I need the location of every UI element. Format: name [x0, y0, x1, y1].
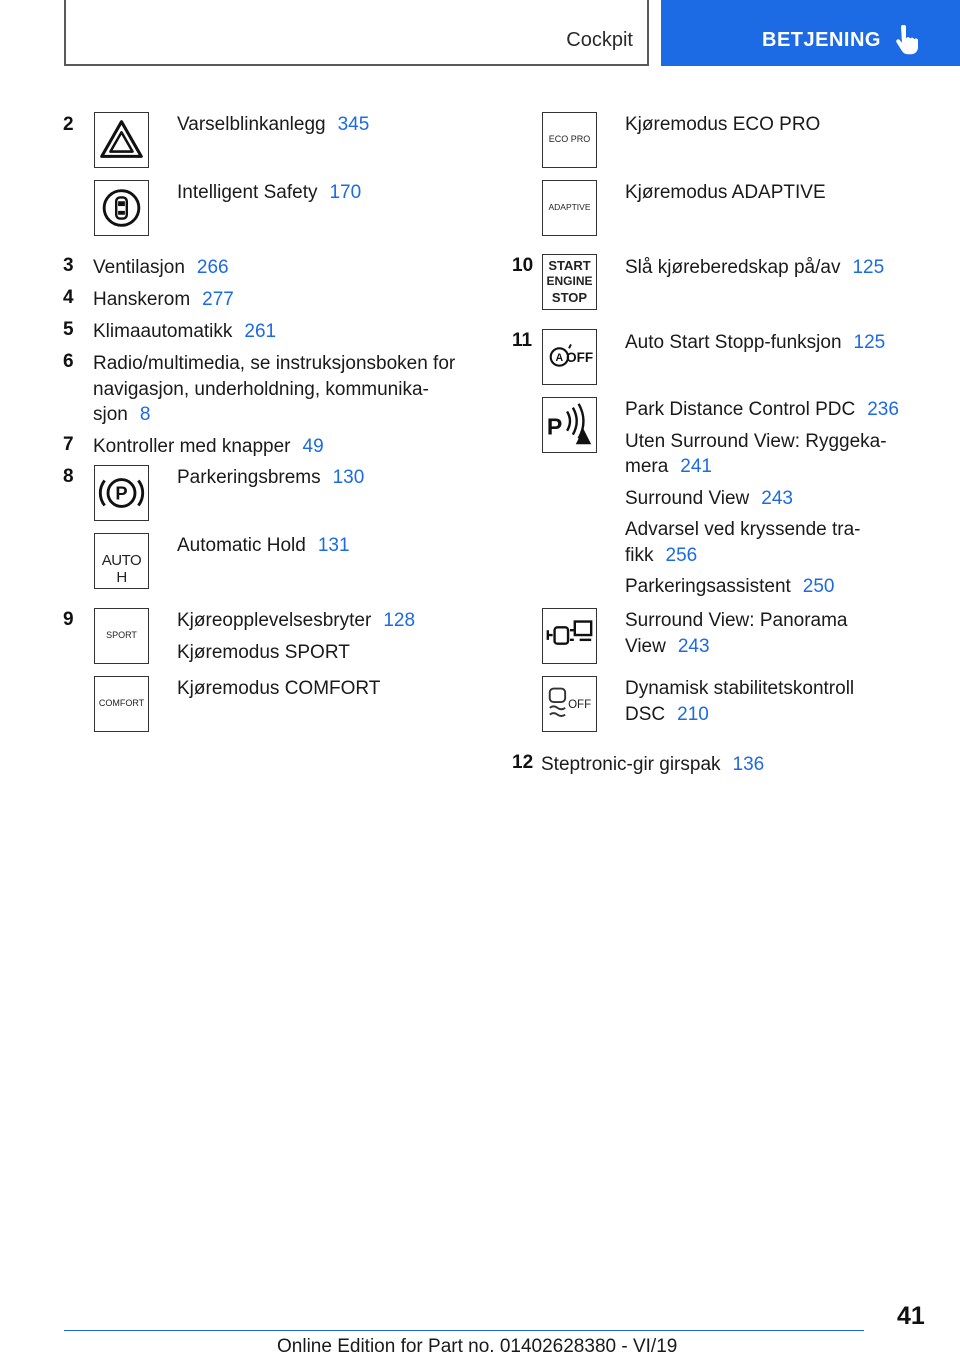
entry-pdc: [625, 397, 899, 600]
entry-text: Kjøremodus SPORT: [177, 641, 350, 663]
entry-text-line: Radio/multimedia, se instruksjonsboken for: [93, 353, 456, 374]
entry-glovebox: [93, 287, 234, 313]
entry-text-line: Advarsel ved kryssende tra-: [625, 519, 861, 540]
svg-text:P: P: [115, 482, 128, 504]
entry-text: Slå kjøreberedskap på/av: [625, 257, 841, 278]
eco-pro-mode-icon: [542, 112, 597, 168]
entry-number-12: 12: [512, 752, 534, 773]
pointing-hand-icon: [894, 25, 920, 55]
start-stop-engine-icon: [542, 254, 597, 310]
entry-number-4: 4: [63, 287, 74, 308]
entry-text: Kontroller med knapper: [93, 436, 291, 457]
adaptive-label: ADAPTIVE: [548, 202, 591, 212]
entry-intelligent-safety: [177, 180, 361, 206]
entry-parking-brake: [177, 465, 364, 491]
footer-edition: Online Edition for Part no. 01402628380 - VI/19: [277, 1336, 678, 1357]
entry-number-9: 9: [63, 609, 74, 630]
page-ref-link[interactable]: 131: [317, 535, 350, 556]
page-ref-link[interactable]: 256: [665, 544, 698, 566]
page-ref-link[interactable]: 125: [853, 332, 886, 353]
page-ref-link[interactable]: 241: [680, 456, 712, 477]
entry-automatic-hold: [177, 533, 350, 559]
sport-mode-icon: [94, 608, 149, 664]
eco-label: ECO PRO: [548, 134, 591, 144]
entry-text-line: DSC: [625, 703, 666, 725]
entry-text: Kjøremodus ADAPTIVE: [625, 182, 826, 203]
entry-text-line: Uten Surround View: Ryggeka-: [625, 430, 887, 452]
entry-text: Hanskerom: [93, 289, 191, 310]
entry-ventilation: [93, 255, 229, 281]
page-ref-link[interactable]: 136: [732, 754, 765, 775]
entry-start-engine: [625, 255, 884, 281]
entry-text-line: mera: [625, 456, 669, 477]
page-ref-link[interactable]: 250: [802, 576, 835, 597]
entry-text-line: Surround View: Panorama: [625, 610, 848, 631]
engine-label: ENGINE: [546, 274, 593, 288]
entry-number-11: 11: [512, 330, 533, 351]
entry-text: Automatic Hold: [177, 535, 306, 556]
auto-hold-icon: [94, 533, 149, 589]
comfort-label: COMFORT: [98, 698, 145, 708]
page-ref-link[interactable]: 266: [196, 257, 229, 278]
entry-text: Parkeringsassistent: [625, 576, 791, 597]
auto-hold-label: AUTO H: [101, 552, 142, 586]
entry-text: Kjøreopplevelsesbryter: [177, 610, 372, 631]
entry-text-line: sjon: [93, 404, 128, 425]
entry-panorama-view: [625, 608, 848, 659]
entry-radio-multimedia: [93, 351, 455, 428]
dsc-off-label: OFF: [568, 698, 592, 711]
header-chapter-title: BETJENING: [762, 29, 881, 51]
footer-divider: [64, 1330, 864, 1331]
auto-start-stop-off-icon: [542, 329, 597, 385]
dsc-off-icon: [542, 676, 597, 732]
page-ref-link[interactable]: 8: [139, 404, 151, 425]
entry-adaptive: [625, 180, 826, 206]
page-ref-link[interactable]: 261: [244, 321, 277, 342]
stop-label: STOP: [551, 290, 588, 305]
parking-brake-icon: [94, 465, 149, 521]
entry-text: Kjøremodus ECO PRO: [625, 114, 821, 135]
svg-text:P: P: [546, 413, 563, 440]
page-ref-link[interactable]: 345: [337, 114, 370, 135]
page-ref-link[interactable]: 130: [332, 467, 365, 488]
sport-label: SPORT: [106, 630, 137, 640]
pdc-icon: [542, 397, 597, 453]
entry-text: Surround View: [625, 487, 750, 509]
entry-number-8: 8: [63, 466, 74, 487]
page-ref-link[interactable]: 277: [202, 289, 234, 310]
entry-number-6: 6: [63, 351, 74, 372]
entry-text: Varselblinkanlegg: [177, 114, 326, 135]
header-chapter-tab[interactable]: [661, 0, 960, 66]
entry-number-5: 5: [63, 319, 74, 340]
entry-auto-start-stop: [625, 330, 885, 356]
entry-comfort-mode: [177, 676, 380, 702]
entry-text: Kjøremodus COMFORT: [177, 678, 381, 699]
page-ref-link[interactable]: 243: [761, 487, 793, 509]
entry-eco-pro: [625, 112, 820, 138]
entry-number-10: 10: [512, 255, 534, 276]
page-ref-link[interactable]: 125: [852, 257, 885, 278]
page-ref-link[interactable]: 243: [677, 635, 710, 657]
entry-text: Intelligent Safety: [177, 182, 318, 203]
entry-text: Park Distance Control PDC: [625, 399, 856, 420]
entry-text-line: fikk: [625, 544, 654, 566]
entry-text-line: Dynamisk stabilitetskontroll: [625, 678, 855, 699]
surround-view-icon: [542, 608, 597, 664]
page-ref-link[interactable]: 128: [383, 610, 416, 631]
start-label: START: [548, 258, 591, 273]
page-ref-link[interactable]: 170: [329, 182, 362, 203]
entry-text-line: View: [625, 635, 666, 657]
entry-text: Auto Start Stopp-funksjon: [625, 332, 842, 353]
entry-text: Parkeringsbrems: [177, 467, 321, 488]
entry-hazard-warning: [177, 112, 369, 138]
intelligent-safety-icon: [94, 180, 149, 236]
entry-text: Ventilasjon: [93, 257, 185, 278]
hazard-warning-icon: [94, 112, 149, 168]
entry-climate: [93, 319, 276, 345]
entry-steptronic: [541, 752, 764, 778]
entry-number-7: 7: [63, 434, 74, 455]
entry-text-line: navigasjon, underholdning, kommunika-: [93, 378, 429, 400]
page-ref-link[interactable]: 236: [867, 399, 899, 420]
page-ref-link[interactable]: 49: [302, 436, 324, 457]
page-number: 41: [897, 1302, 925, 1330]
header-section-box: [64, 0, 649, 66]
header-section-title: Cockpit: [566, 29, 633, 51]
entry-text: Steptronic-gir girspak: [541, 754, 721, 775]
adaptive-mode-icon: [542, 180, 597, 236]
entry-text: Klimaautomatikk: [93, 321, 233, 342]
entry-number-2: 2: [63, 114, 74, 135]
entry-number-3: 3: [63, 255, 74, 276]
entry-driving-experience: [177, 608, 415, 665]
comfort-mode-icon: [94, 676, 149, 732]
entry-controls: [93, 434, 324, 460]
page-ref-link[interactable]: 210: [677, 703, 709, 725]
svg-text:A: A: [555, 351, 564, 364]
entry-dsc: [625, 676, 854, 727]
off-label: OFF: [566, 349, 594, 365]
